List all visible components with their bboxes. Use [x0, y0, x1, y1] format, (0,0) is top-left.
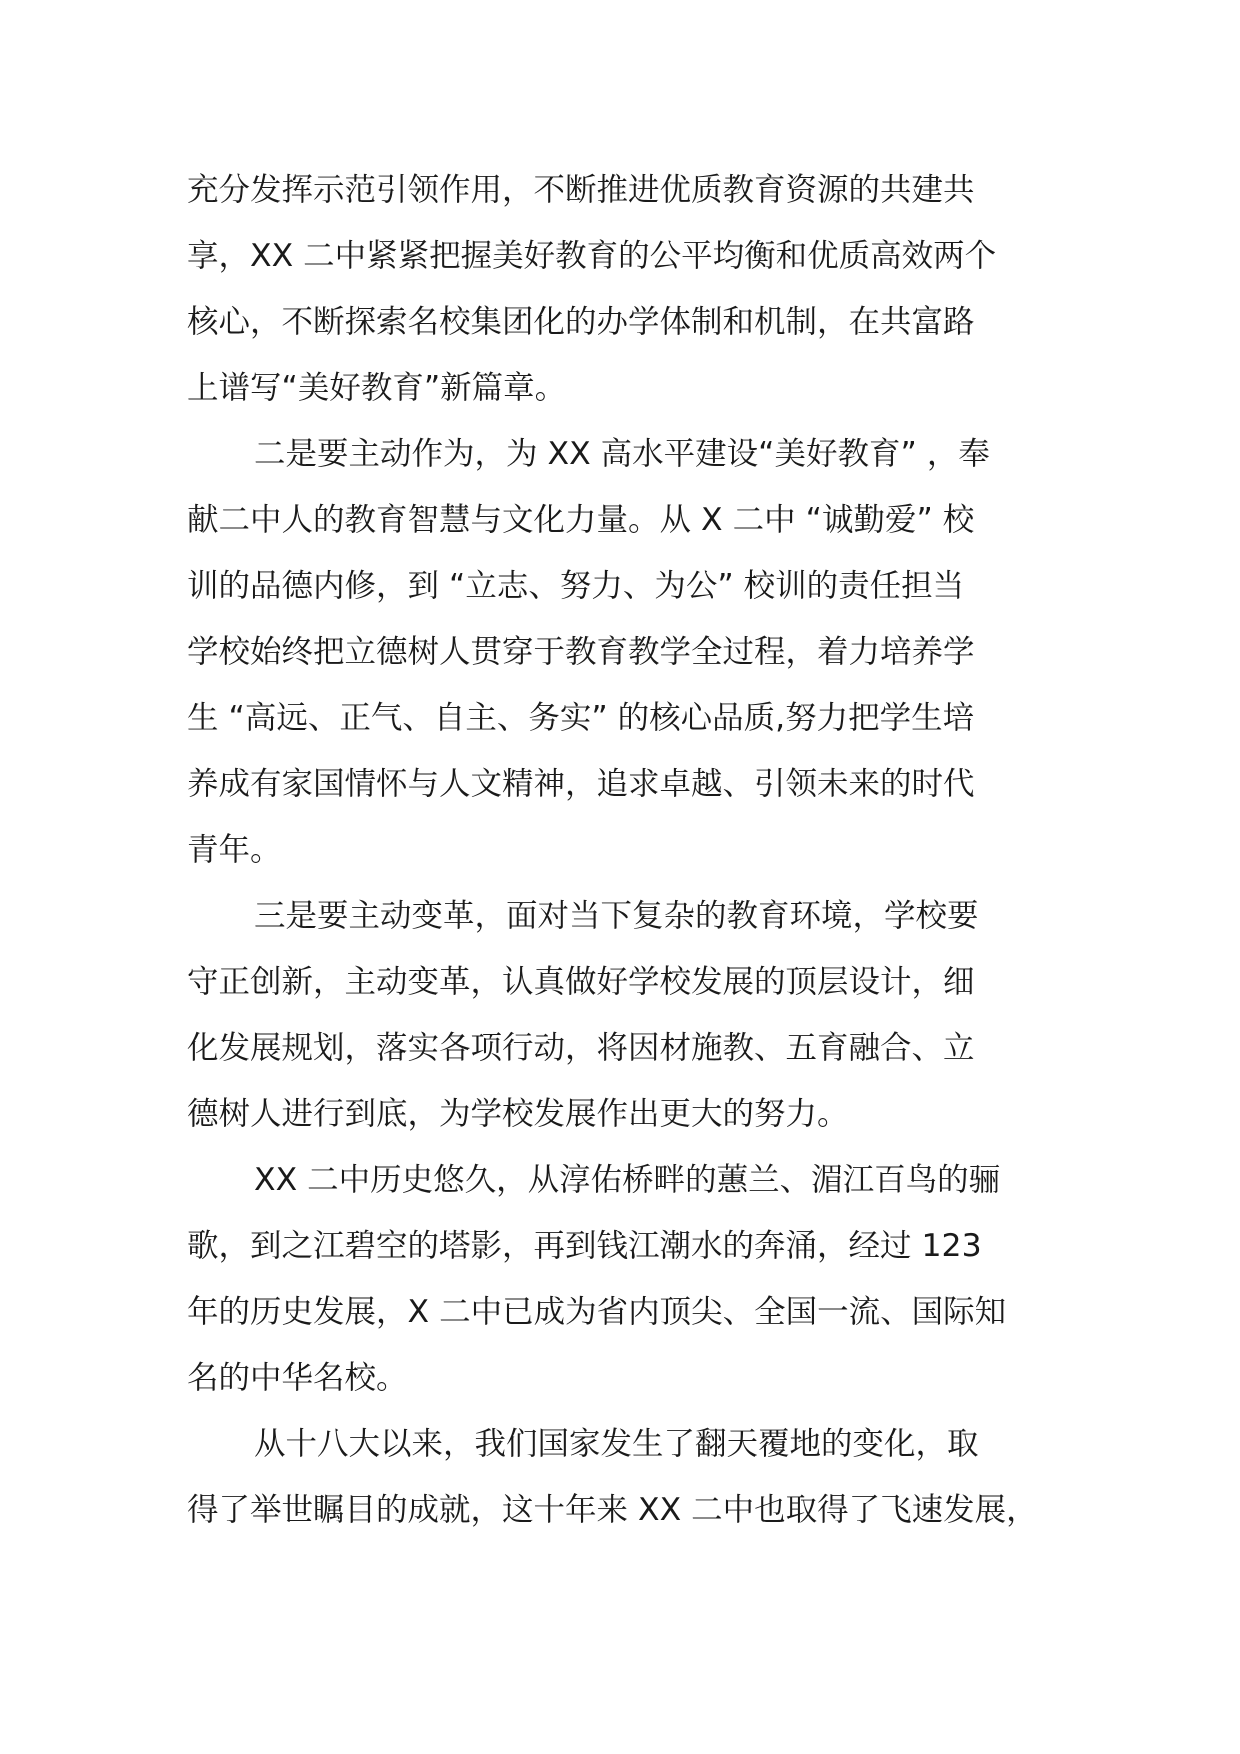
- text-line: 上谱写“美好教育”新篇章。: [187, 370, 567, 406]
- text-line: 三是要主动变革，面对当下复杂的教育环境，学校要: [254, 898, 979, 934]
- text-line: 学校始终把立德树人贯穿于教育教学全过程，着力培养学: [187, 634, 975, 670]
- text-line: 化发展规划，落实各项行动，将因材施教、五育融合、立: [187, 1030, 975, 1066]
- text-line: 享，XX 二中紧紧把握美好教育的公平均衡和优质高效两个: [187, 238, 997, 274]
- text-line: 养成有家国情怀与人文精神，追求卓越、引领未来的时代: [187, 766, 975, 802]
- text-line: 青年。: [187, 832, 282, 868]
- document-body: [187, 157, 1087, 1543]
- text-line: 训的品德内修，到 “立志、努力、为公” 校训的责任担当: [187, 568, 965, 604]
- text-line: 歌，到之江碧空的塔影，再到钱江潮水的奔涌，经过 123: [187, 1228, 982, 1264]
- paragraph-2: [187, 421, 1087, 883]
- text-line: 年的历史发展，X 二中已成为省内顶尖、全国一流、国际知: [187, 1294, 1007, 1330]
- paragraph-5: [187, 1411, 1087, 1543]
- paragraph-3: [187, 883, 1087, 1147]
- text-line: 献二中人的教育智慧与文化力量。从 X 二中 “诚勤爱” 校: [187, 502, 975, 538]
- text-line: 守正创新，主动变革，认真做好学校发展的顶层设计，细: [187, 964, 975, 1000]
- text-line: 得了举世瞩目的成就，这十年来 XX 二中也取得了飞速发展，: [187, 1492, 1038, 1528]
- text-line: 生 “高远、正气、自主、务实” 的核心品质,努力把学生培: [187, 700, 975, 736]
- text-line: 名的中华名校。: [187, 1360, 408, 1396]
- text-line: 德树人进行到底，为学校发展作出更大的努力。: [187, 1096, 849, 1132]
- text-line: 二是要主动作为，为 XX 高水平建设“美好教育” ，奉: [254, 436, 990, 472]
- paragraph-4: [187, 1147, 1087, 1411]
- text-line: 核心，不断探索名校集团化的办学体制和机制，在共富路: [187, 304, 975, 340]
- text-line: 充分发挥示范引领作用，不断推进优质教育资源的共建共: [187, 172, 975, 208]
- paragraph-1: [187, 157, 1087, 421]
- text-line: 从十八大以来，我们国家发生了翻天覆地的变化，取: [254, 1426, 979, 1462]
- text-line: XX 二中历史悠久，从淳佑桥畔的蕙兰、湄江百鸟的骊: [254, 1162, 1001, 1198]
